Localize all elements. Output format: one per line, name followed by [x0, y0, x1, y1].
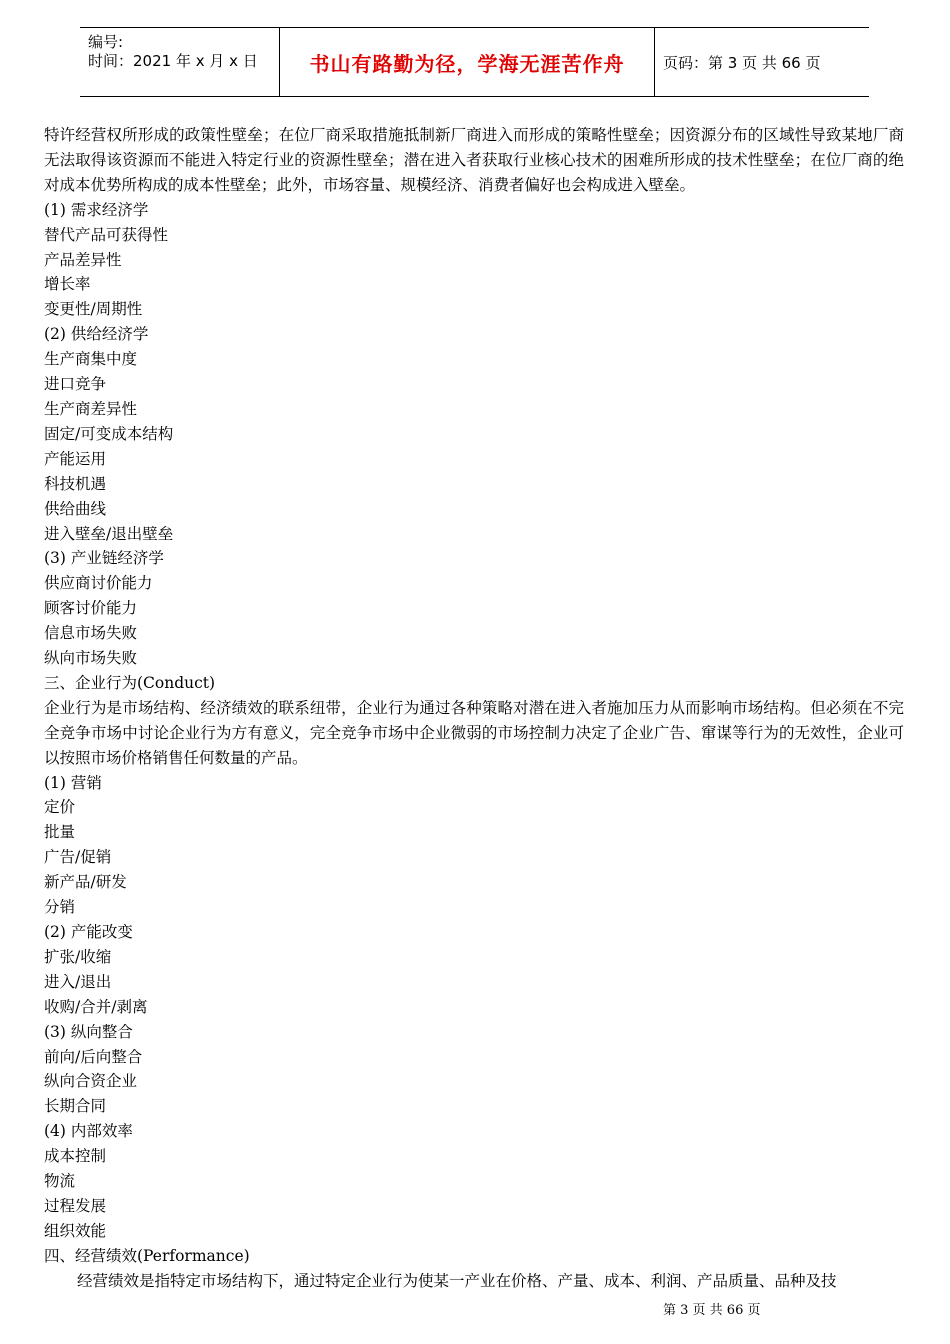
motto-text: 书山有路勤为径，学海无涯苦作舟 — [309, 51, 625, 76]
list-line: 纵向合资企业 — [44, 1072, 138, 1091]
list-line: 产品差异性 — [44, 250, 122, 269]
list-line: (3) 纵向整合 — [44, 1022, 133, 1041]
paragraph-conduct: 企业行为是市场结构、经济绩效的联系纽带，企业行为通过各种策略对潜在进入者施加压力从而影响市场结构。但必须在不完全竞争市场中讨论企业行为方有意义，完全竞争市场中企业微弱的市场控制力决定了企业广告、窜谋等行为的无效性，企业可以按照市场价格销售任何数量的产品。 — [44, 698, 904, 767]
list-line: 科技机遇 — [44, 474, 107, 493]
header-page-cell — [655, 28, 869, 96]
list-line: 分销 — [44, 898, 76, 917]
list-line: 长期合同 — [44, 1097, 107, 1116]
list-line: 进口竞争 — [44, 375, 107, 394]
list-line: (1) 需求经济学 — [44, 200, 149, 219]
list-line: 过程发展 — [44, 1196, 107, 1215]
paragraph-entry-barriers: 特许经营权所形成的政策性壁垒；在位厂商采取措施抵制新厂商进入而形成的策略性壁垒；因资源分布的区域性导致某地厂商无法取得该资源而不能进入特定行业的资源性壁垒；潜在进入者获取行业核心技术的困难所形成的技术性壁垒；在位厂商的绝对成本优势所构成的成本性壁垒；此外，市场容量、规模经济、消费者偏好也会构成进入壁垒。 — [44, 126, 904, 194]
list-line: (2) 产能改变 — [44, 923, 133, 941]
list-line: 供给曲线 — [44, 499, 107, 518]
list-line: 生产商差异性 — [44, 399, 138, 418]
list-line: (2) 供给经济学 — [44, 325, 149, 344]
list-line: 生产商集中度 — [44, 350, 138, 369]
list-line: (3) 产业链经济学 — [44, 549, 164, 568]
list-line: 成本控制 — [44, 1147, 107, 1166]
list-line: 信息市场失败 — [44, 624, 138, 643]
list-line: 批量 — [44, 823, 76, 842]
page-footer: 第 3 页 共 66 页 — [663, 1303, 761, 1318]
outline-list-structure — [44, 198, 904, 696]
header-page-info: 页码：第 3 页 共 66 页 — [663, 53, 821, 72]
list-line: 三、企业行为(Conduct) — [44, 673, 216, 692]
outline-list-conduct — [44, 771, 904, 1269]
list-line: 进入/退出 — [44, 972, 112, 991]
list-line: 四、经营绩效(Performance) — [44, 1246, 250, 1265]
list-line: 固定/可变成本结构 — [44, 424, 174, 443]
list-line: 收购/合并/剥离 — [44, 997, 148, 1016]
list-line: 变更性/周期性 — [44, 300, 143, 319]
paragraph-performance: 经营绩效是指特定市场结构下，通过特定企业行为使某一产业在价格、产量、成本、利润、产品质量、品种及技 — [77, 1271, 837, 1290]
header-motto-cell — [280, 28, 655, 96]
list-line: (1) 营销 — [44, 773, 102, 792]
document-time-label: 时间：2021 年 x 月 x 日 — [88, 52, 258, 70]
list-line: 产能运用 — [44, 449, 107, 468]
list-line: 替代产品可获得性 — [44, 225, 169, 244]
list-line: 供应商讨价能力 — [44, 574, 153, 593]
list-line: 前向/后向整合 — [44, 1047, 143, 1066]
document-body — [44, 123, 904, 1294]
list-line: 广告/促销 — [44, 848, 112, 867]
list-line: 新产品/研发 — [44, 873, 127, 892]
list-line: 纵向市场失败 — [44, 649, 138, 668]
list-line: 定价 — [44, 798, 76, 817]
list-line: 组织效能 — [44, 1221, 107, 1240]
list-line: 物流 — [44, 1172, 76, 1191]
list-line: 顾客讨价能力 — [44, 599, 138, 618]
list-line: 进入壁垒/退出壁垒 — [44, 524, 174, 543]
page-header — [80, 27, 869, 97]
list-line: (4) 内部效率 — [44, 1122, 133, 1141]
header-meta-cell — [80, 28, 280, 96]
document-number-label: 编号: — [88, 33, 124, 51]
list-line: 扩张/收缩 — [44, 947, 112, 966]
list-line: 增长率 — [44, 275, 91, 294]
